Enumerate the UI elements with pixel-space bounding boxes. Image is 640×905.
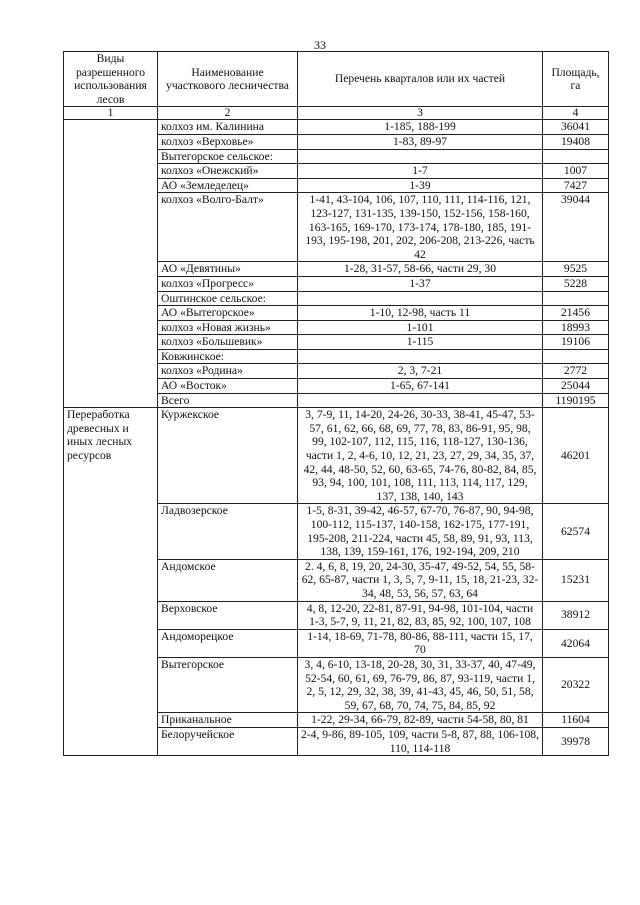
area-cell: 1190195	[543, 393, 609, 408]
forestry-name-cell: колхоз «Верховье»	[158, 134, 298, 149]
area-cell	[543, 349, 609, 364]
table-body-processing	[64, 408, 609, 756]
forestry-name-cell: АО «Девятины»	[158, 262, 298, 277]
forestry-name-cell: Белоручейское	[158, 727, 298, 755]
forestry-name-cell: АО «Земледелец»	[158, 178, 298, 193]
quarters-cell: 1-10, 12-98, часть 11	[298, 306, 543, 321]
forestry-name-cell: колхоз «Большевик»	[158, 335, 298, 350]
forestry-name-cell: Приканальное	[158, 713, 298, 728]
forestry-name-cell: колхоз «Прогресс»	[158, 276, 298, 291]
forestry-name-cell: колхоз им. Калинина	[158, 120, 298, 135]
table-row	[64, 408, 609, 504]
quarters-cell: 1-22, 29-34, 66-79, 82-89, части 54-58, 80, 81	[298, 713, 543, 728]
forestry-name-cell: Вытегорское	[158, 657, 298, 712]
quarters-cell: 1-37	[298, 276, 543, 291]
area-cell: 62574	[543, 504, 609, 559]
forestry-name-cell: колхоз «Новая жизнь»	[158, 320, 298, 335]
forestry-name-cell: колхоз «Родина»	[158, 364, 298, 379]
area-cell: 7427	[543, 178, 609, 193]
area-cell: 36041	[543, 120, 609, 135]
column-number: 3	[298, 107, 543, 120]
forestry-name-cell: Вытегорское сельское:	[158, 149, 298, 164]
forestry-name-cell: колхоз «Волго-Балт»	[158, 193, 298, 262]
quarters-cell: 1-28, 31-57, 58-66, части 29, 30	[298, 262, 543, 277]
forestry-name-cell: Всего	[158, 393, 298, 408]
area-cell: 1007	[543, 164, 609, 179]
area-cell: 5228	[543, 276, 609, 291]
area-cell: 19408	[543, 134, 609, 149]
header-forestry-name: Наименование участкового лесничества	[158, 52, 298, 107]
quarters-cell	[298, 349, 543, 364]
forestry-name-cell: Куржекское	[158, 408, 298, 504]
area-cell: 18993	[543, 320, 609, 335]
quarters-cell: 2-4, 9-86, 89-105, 109, части 5-8, 87, 88, 106-108, 110, 114-118	[298, 727, 543, 755]
forestry-name-cell: АО «Вытегорское»	[158, 306, 298, 321]
area-cell: 11604	[543, 713, 609, 728]
forestry-name-cell: АО «Восток»	[158, 379, 298, 394]
forestry-name-cell: Ковжинское:	[158, 349, 298, 364]
use-type-cell: Переработка древесных и иных лесных ресурсов	[64, 408, 158, 756]
quarters-cell: 1-115	[298, 335, 543, 350]
quarters-cell: 1-41, 43-104, 106, 107, 110, 111, 114-116, 121, 123-127, 131-135, 139-150, 152-156, 158-160, 163-165, 169-170, 173-174, 178-180, 185, 191-193, 195-198, 201, 202, 206-208, 213-226, часть 42	[298, 193, 543, 262]
area-cell	[543, 149, 609, 164]
use-type-cell	[64, 120, 158, 408]
forestry-name-cell: Ладвозерское	[158, 504, 298, 559]
quarters-cell: 1-39	[298, 178, 543, 193]
quarters-cell: 2, 3, 7-21	[298, 364, 543, 379]
page-number: 33	[314, 38, 326, 52]
header-quarters: Перечень кварталов или их частей	[298, 52, 543, 107]
quarters-cell: 1-14, 18-69, 71-78, 80-86, 88-111, части 15, 17, 70	[298, 629, 543, 657]
area-cell: 20322	[543, 657, 609, 712]
forest-use-table	[63, 51, 609, 756]
area-cell: 25044	[543, 379, 609, 394]
quarters-cell: 1-101	[298, 320, 543, 335]
forestry-name-cell: Андомское	[158, 559, 298, 601]
quarters-cell: 1-7	[298, 164, 543, 179]
quarters-cell: 3, 4, 6-10, 13-18, 20-28, 30, 31, 33-37, 40, 47-49, 52-54, 60, 61, 69, 76-79, 86, 87, 93-119, части 1, 2, 5, 12, 29, 32, 38, 39, 41-43, 45, 46, 50, 51, 58, 59, 67, 68, 70, 74, 75, 84, 85, 92	[298, 657, 543, 712]
area-cell	[543, 291, 609, 306]
area-cell: 2772	[543, 364, 609, 379]
column-number-row	[64, 107, 609, 120]
header-use-type: Виды разрешенного использования лесов	[64, 52, 158, 107]
header-area: Площадь, га	[543, 52, 609, 107]
quarters-cell	[298, 291, 543, 306]
quarters-cell: 2. 4, 6, 8, 19, 20, 24-30, 35-47, 49-52, 54, 55, 58-62, 65-87, части 1, 3, 5, 7, 9-11, 15, 18, 21-23, 32-34, 48, 53, 56, 57, 63, 64	[298, 559, 543, 601]
header-row	[64, 52, 609, 107]
area-cell: 46201	[543, 408, 609, 504]
forestry-name-cell: Андоморецкое	[158, 629, 298, 657]
quarters-cell	[298, 149, 543, 164]
forestry-name-cell: Оштинское сельское:	[158, 291, 298, 306]
quarters-cell: 1-5, 8-31, 39-42, 46-57, 67-70, 76-87, 90, 94-98, 100-112, 115-137, 140-158, 162-175, 177-191, 195-208, 211-224, части 45, 58, 89, 91, 93, 113, 138, 139, 159-161, 176, 192-194, 209, 210	[298, 504, 543, 559]
quarters-cell	[298, 393, 543, 408]
table-row	[64, 120, 609, 135]
area-cell: 38912	[543, 601, 609, 629]
quarters-cell: 1-65, 67-141	[298, 379, 543, 394]
quarters-cell: 4, 8, 12-20, 22-81, 87-91, 94-98, 101-104, части 1-3, 5-7, 9, 11, 21, 82, 83, 85, 92, 100, 107, 108	[298, 601, 543, 629]
area-cell: 19106	[543, 335, 609, 350]
column-number: 1	[64, 107, 158, 120]
forestry-name-cell: Верховское	[158, 601, 298, 629]
forestry-name-cell: колхоз «Онежский»	[158, 164, 298, 179]
column-number: 4	[543, 107, 609, 120]
table-body-continued	[64, 120, 609, 408]
quarters-cell: 3, 7-9, 11, 14-20, 24-26, 30-33, 38-41, 45-47, 53-57, 61, 62, 66, 68, 69, 77, 78, 83, 86-91, 95, 98, 99, 102-107, 112, 115, 116, 118-127, 130-136, части 1, 2, 4-6, 10, 12, 21, 23, 27, 29, 34, 35, 37, 42, 44, 48-50, 52, 60, 63-65, 74-76, 80-82, 84, 85, 93, 94, 100, 101, 108, 111, 113, 114, 117, 129, 137, 138, 140, 143	[298, 408, 543, 504]
area-cell: 39044	[543, 193, 609, 262]
column-number: 2	[158, 107, 298, 120]
area-cell: 15231	[543, 559, 609, 601]
area-cell: 9525	[543, 262, 609, 277]
quarters-cell: 1-83, 89-97	[298, 134, 543, 149]
area-cell: 21456	[543, 306, 609, 321]
quarters-cell: 1-185, 188-199	[298, 120, 543, 135]
area-cell: 39978	[543, 727, 609, 755]
area-cell: 42064	[543, 629, 609, 657]
